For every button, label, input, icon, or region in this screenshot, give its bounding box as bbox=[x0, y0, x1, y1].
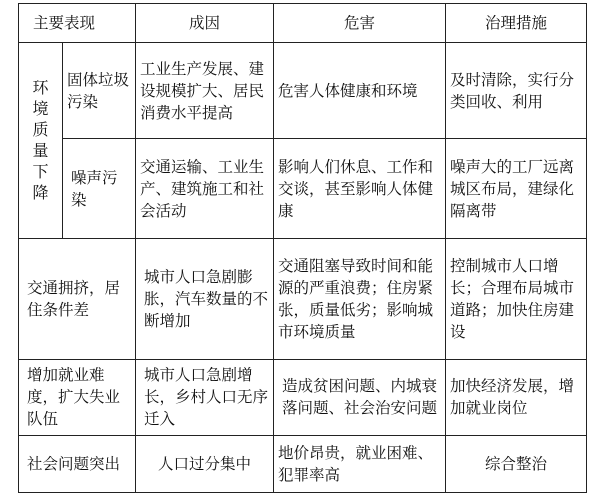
main-manifestation: 增加就业难度，扩大失业队伍 bbox=[19, 359, 136, 435]
harm-cell: 影响人们休息、工作和交谈，甚至影响人体健康 bbox=[274, 139, 446, 238]
cause-cell: 城市人口急剧膨胀，汽车数量的不断增加 bbox=[136, 238, 274, 359]
harm-cell: 地价昂贵，就业困难、犯罪率高 bbox=[274, 435, 446, 492]
harm-cell: 危害人体健康和环境 bbox=[274, 42, 446, 138]
table-row bbox=[19, 359, 587, 435]
measure-cell: 控制城市人口增长；合理布局城市道路；加快住房建设 bbox=[446, 238, 587, 359]
measure-cell: 及时清除，实行分类回收、利用 bbox=[446, 42, 587, 138]
sub-manifestation: 噪声污染 bbox=[63, 139, 136, 238]
table-row bbox=[19, 139, 587, 238]
measure-cell: 综合整治 bbox=[446, 435, 587, 492]
harm-cell: 造成贫困问题、内城衰落问题、社会治安问题 bbox=[274, 359, 446, 435]
header-harm: 危害 bbox=[274, 4, 446, 43]
main-manifestation: 社会问题突出 bbox=[19, 435, 136, 492]
cause-cell: 人口过分集中 bbox=[136, 435, 274, 492]
group-label: 环境质量下降 bbox=[32, 77, 49, 202]
header-row bbox=[19, 4, 587, 43]
cause-cell: 工业生产发展、建设规模扩大、居民消费水平提高 bbox=[136, 42, 274, 138]
main-manifestation: 交通拥挤，居住条件差 bbox=[19, 238, 136, 359]
cause-cell: 交通运输、工业生产、建筑施工和社会活动 bbox=[136, 139, 274, 238]
table-row bbox=[19, 42, 587, 138]
header-cause: 成因 bbox=[136, 4, 274, 43]
sub-manifestation: 固体垃圾污染 bbox=[63, 42, 136, 138]
measure-cell: 加快经济发展，增加就业岗位 bbox=[446, 359, 587, 435]
city-problems-table bbox=[18, 3, 587, 493]
harm-cell: 交通阻塞导致时间和能源的严重浪费；住房紧张，质量低劣；影响城市环境质量 bbox=[274, 238, 446, 359]
group-label-cell bbox=[19, 42, 63, 238]
header-measure: 治理措施 bbox=[446, 4, 587, 43]
table-row bbox=[19, 238, 587, 359]
cause-cell: 城市人口急剧增长，乡村人口无序迁入 bbox=[136, 359, 274, 435]
measure-cell: 噪声大的工厂远离城区布局，建绿化隔离带 bbox=[446, 139, 587, 238]
header-main-manifestation: 主要表现 bbox=[19, 4, 136, 43]
table-row bbox=[19, 435, 587, 492]
